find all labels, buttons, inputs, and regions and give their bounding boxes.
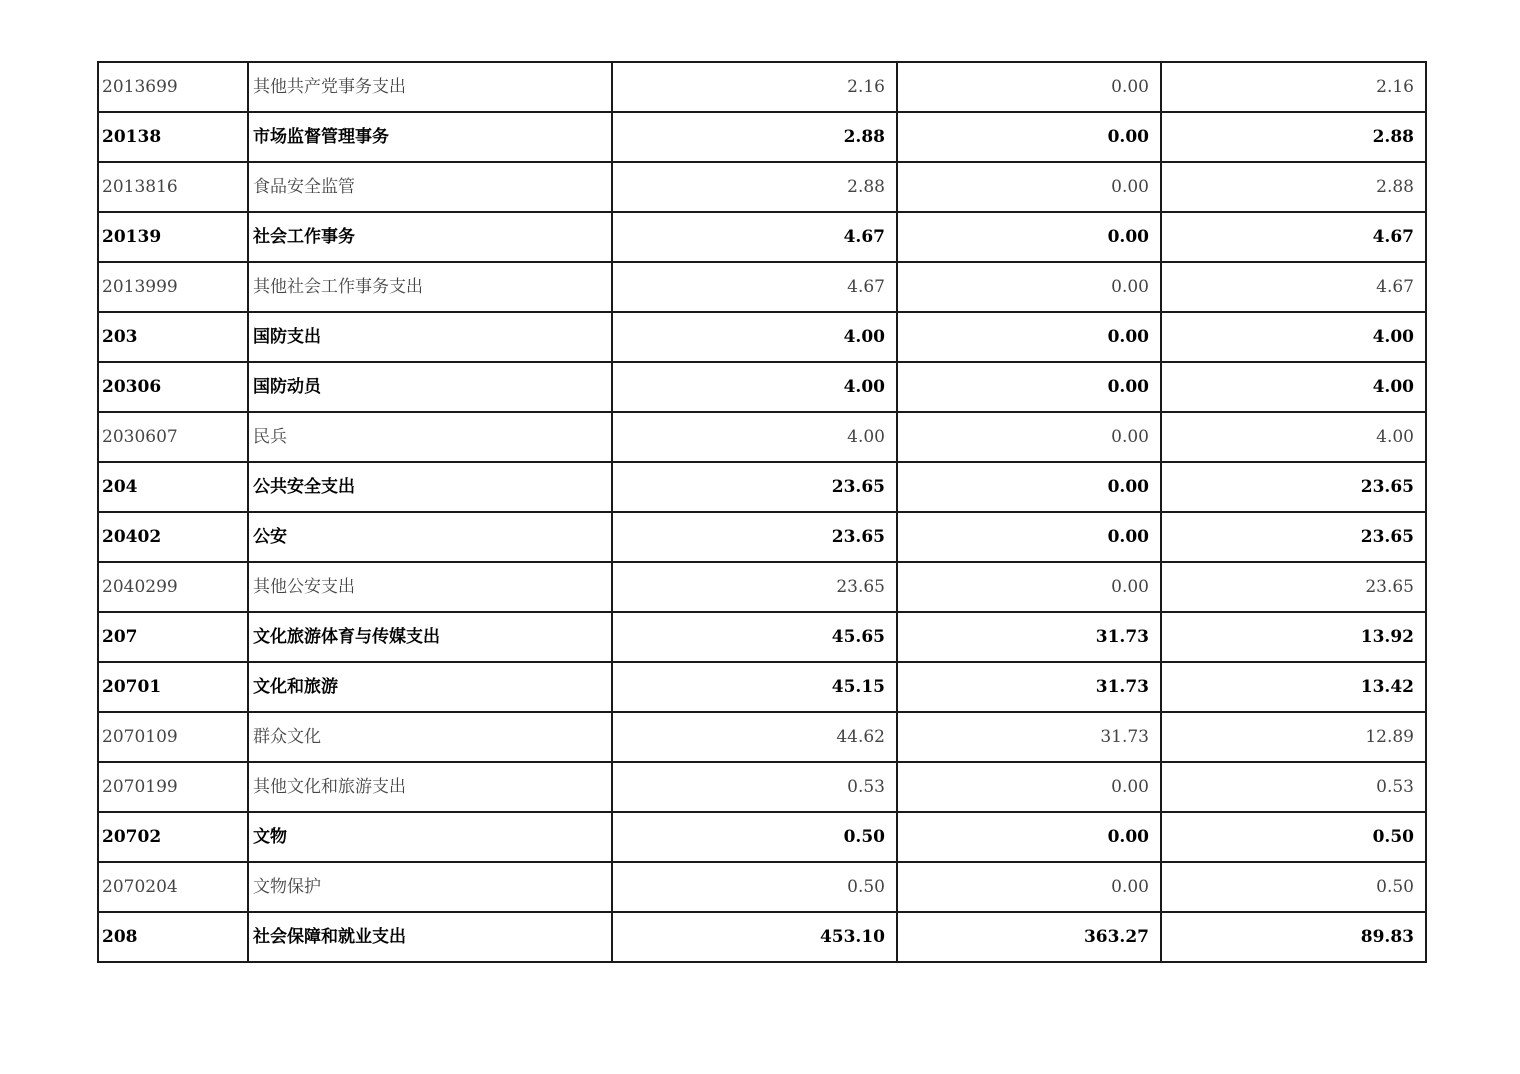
subject-code-cell: 2040299 <box>98 562 248 612</box>
project-expenditure-cell: 23.65 <box>1161 512 1426 562</box>
subject-name-cell: 社会保障和就业支出 <box>248 912 612 962</box>
subject-name-cell: 文物 <box>248 812 612 862</box>
basic-expenditure-cell: 0.00 <box>897 862 1161 912</box>
table-row <box>98 812 1426 862</box>
basic-expenditure-cell: 31.73 <box>897 612 1161 662</box>
total-amount-cell: 4.00 <box>612 312 897 362</box>
subject-name-cell: 国防动员 <box>248 362 612 412</box>
project-expenditure-cell: 13.42 <box>1161 662 1426 712</box>
basic-expenditure-cell: 0.00 <box>897 212 1161 262</box>
table-row <box>98 612 1426 662</box>
table-row <box>98 62 1426 112</box>
basic-expenditure-cell: 0.00 <box>897 412 1161 462</box>
project-expenditure-cell: 4.00 <box>1161 412 1426 462</box>
basic-expenditure-cell: 0.00 <box>897 262 1161 312</box>
total-amount-cell: 2.16 <box>612 62 897 112</box>
basic-expenditure-cell: 0.00 <box>897 162 1161 212</box>
project-expenditure-cell: 23.65 <box>1161 462 1426 512</box>
subject-name-cell: 社会工作事务 <box>248 212 612 262</box>
total-amount-cell: 45.15 <box>612 662 897 712</box>
subject-code-cell: 208 <box>98 912 248 962</box>
project-expenditure-cell: 2.88 <box>1161 162 1426 212</box>
basic-expenditure-cell: 0.00 <box>897 112 1161 162</box>
subject-name-cell: 文化旅游体育与传媒支出 <box>248 612 612 662</box>
basic-expenditure-cell: 0.00 <box>897 512 1161 562</box>
basic-expenditure-cell: 31.73 <box>897 712 1161 762</box>
table-row <box>98 862 1426 912</box>
total-amount-cell: 23.65 <box>612 512 897 562</box>
total-amount-cell: 4.00 <box>612 362 897 412</box>
subject-code-cell: 2013699 <box>98 62 248 112</box>
total-amount-cell: 23.65 <box>612 462 897 512</box>
subject-name-cell: 文物保护 <box>248 862 612 912</box>
total-amount-cell: 4.00 <box>612 412 897 462</box>
subject-name-cell: 文化和旅游 <box>248 662 612 712</box>
subject-name-cell: 市场监督管理事务 <box>248 112 612 162</box>
subject-code-cell: 20306 <box>98 362 248 412</box>
subject-code-cell: 20701 <box>98 662 248 712</box>
total-amount-cell: 0.50 <box>612 812 897 862</box>
subject-code-cell: 2013816 <box>98 162 248 212</box>
project-expenditure-cell: 4.67 <box>1161 212 1426 262</box>
subject-name-cell: 食品安全监管 <box>248 162 612 212</box>
subject-code-cell: 2070204 <box>98 862 248 912</box>
basic-expenditure-cell: 0.00 <box>897 62 1161 112</box>
subject-name-cell: 国防支出 <box>248 312 612 362</box>
project-expenditure-cell: 12.89 <box>1161 712 1426 762</box>
project-expenditure-cell: 4.00 <box>1161 312 1426 362</box>
total-amount-cell: 2.88 <box>612 162 897 212</box>
total-amount-cell: 4.67 <box>612 212 897 262</box>
subject-name-cell: 其他公安支出 <box>248 562 612 612</box>
subject-name-cell: 其他社会工作事务支出 <box>248 262 612 312</box>
subject-code-cell: 2070109 <box>98 712 248 762</box>
basic-expenditure-cell: 363.27 <box>897 912 1161 962</box>
basic-expenditure-cell: 0.00 <box>897 312 1161 362</box>
table-row <box>98 462 1426 512</box>
subject-name-cell: 群众文化 <box>248 712 612 762</box>
subject-code-cell: 204 <box>98 462 248 512</box>
total-amount-cell: 44.62 <box>612 712 897 762</box>
subject-code-cell: 20402 <box>98 512 248 562</box>
table-row <box>98 712 1426 762</box>
table-row <box>98 362 1426 412</box>
table-row <box>98 912 1426 962</box>
project-expenditure-cell: 13.92 <box>1161 612 1426 662</box>
table-body <box>98 62 1426 962</box>
table-row <box>98 112 1426 162</box>
basic-expenditure-cell: 0.00 <box>897 812 1161 862</box>
subject-name-cell: 公安 <box>248 512 612 562</box>
table-row <box>98 162 1426 212</box>
project-expenditure-cell: 0.50 <box>1161 862 1426 912</box>
expenditure-table <box>97 61 1427 963</box>
subject-code-cell: 20702 <box>98 812 248 862</box>
project-expenditure-cell: 2.16 <box>1161 62 1426 112</box>
project-expenditure-cell: 4.00 <box>1161 362 1426 412</box>
subject-code-cell: 2070199 <box>98 762 248 812</box>
project-expenditure-cell: 4.67 <box>1161 262 1426 312</box>
subject-name-cell: 公共安全支出 <box>248 462 612 512</box>
project-expenditure-cell: 23.65 <box>1161 562 1426 612</box>
project-expenditure-cell: 0.50 <box>1161 812 1426 862</box>
table-row <box>98 212 1426 262</box>
subject-code-cell: 20139 <box>98 212 248 262</box>
subject-name-cell: 其他共产党事务支出 <box>248 62 612 112</box>
table-row <box>98 412 1426 462</box>
table-row <box>98 762 1426 812</box>
table-row <box>98 262 1426 312</box>
table-row <box>98 562 1426 612</box>
subject-name-cell: 其他文化和旅游支出 <box>248 762 612 812</box>
total-amount-cell: 23.65 <box>612 562 897 612</box>
total-amount-cell: 0.50 <box>612 862 897 912</box>
project-expenditure-cell: 89.83 <box>1161 912 1426 962</box>
table-row <box>98 512 1426 562</box>
subject-code-cell: 2030607 <box>98 412 248 462</box>
subject-code-cell: 203 <box>98 312 248 362</box>
total-amount-cell: 45.65 <box>612 612 897 662</box>
table-row <box>98 312 1426 362</box>
total-amount-cell: 4.67 <box>612 262 897 312</box>
project-expenditure-cell: 0.53 <box>1161 762 1426 812</box>
project-expenditure-cell: 2.88 <box>1161 112 1426 162</box>
basic-expenditure-cell: 0.00 <box>897 462 1161 512</box>
subject-code-cell: 207 <box>98 612 248 662</box>
basic-expenditure-cell: 0.00 <box>897 562 1161 612</box>
subject-code-cell: 2013999 <box>98 262 248 312</box>
table-row <box>98 662 1426 712</box>
subject-name-cell: 民兵 <box>248 412 612 462</box>
basic-expenditure-cell: 0.00 <box>897 362 1161 412</box>
total-amount-cell: 2.88 <box>612 112 897 162</box>
total-amount-cell: 453.10 <box>612 912 897 962</box>
basic-expenditure-cell: 0.00 <box>897 762 1161 812</box>
basic-expenditure-cell: 31.73 <box>897 662 1161 712</box>
subject-code-cell: 20138 <box>98 112 248 162</box>
total-amount-cell: 0.53 <box>612 762 897 812</box>
